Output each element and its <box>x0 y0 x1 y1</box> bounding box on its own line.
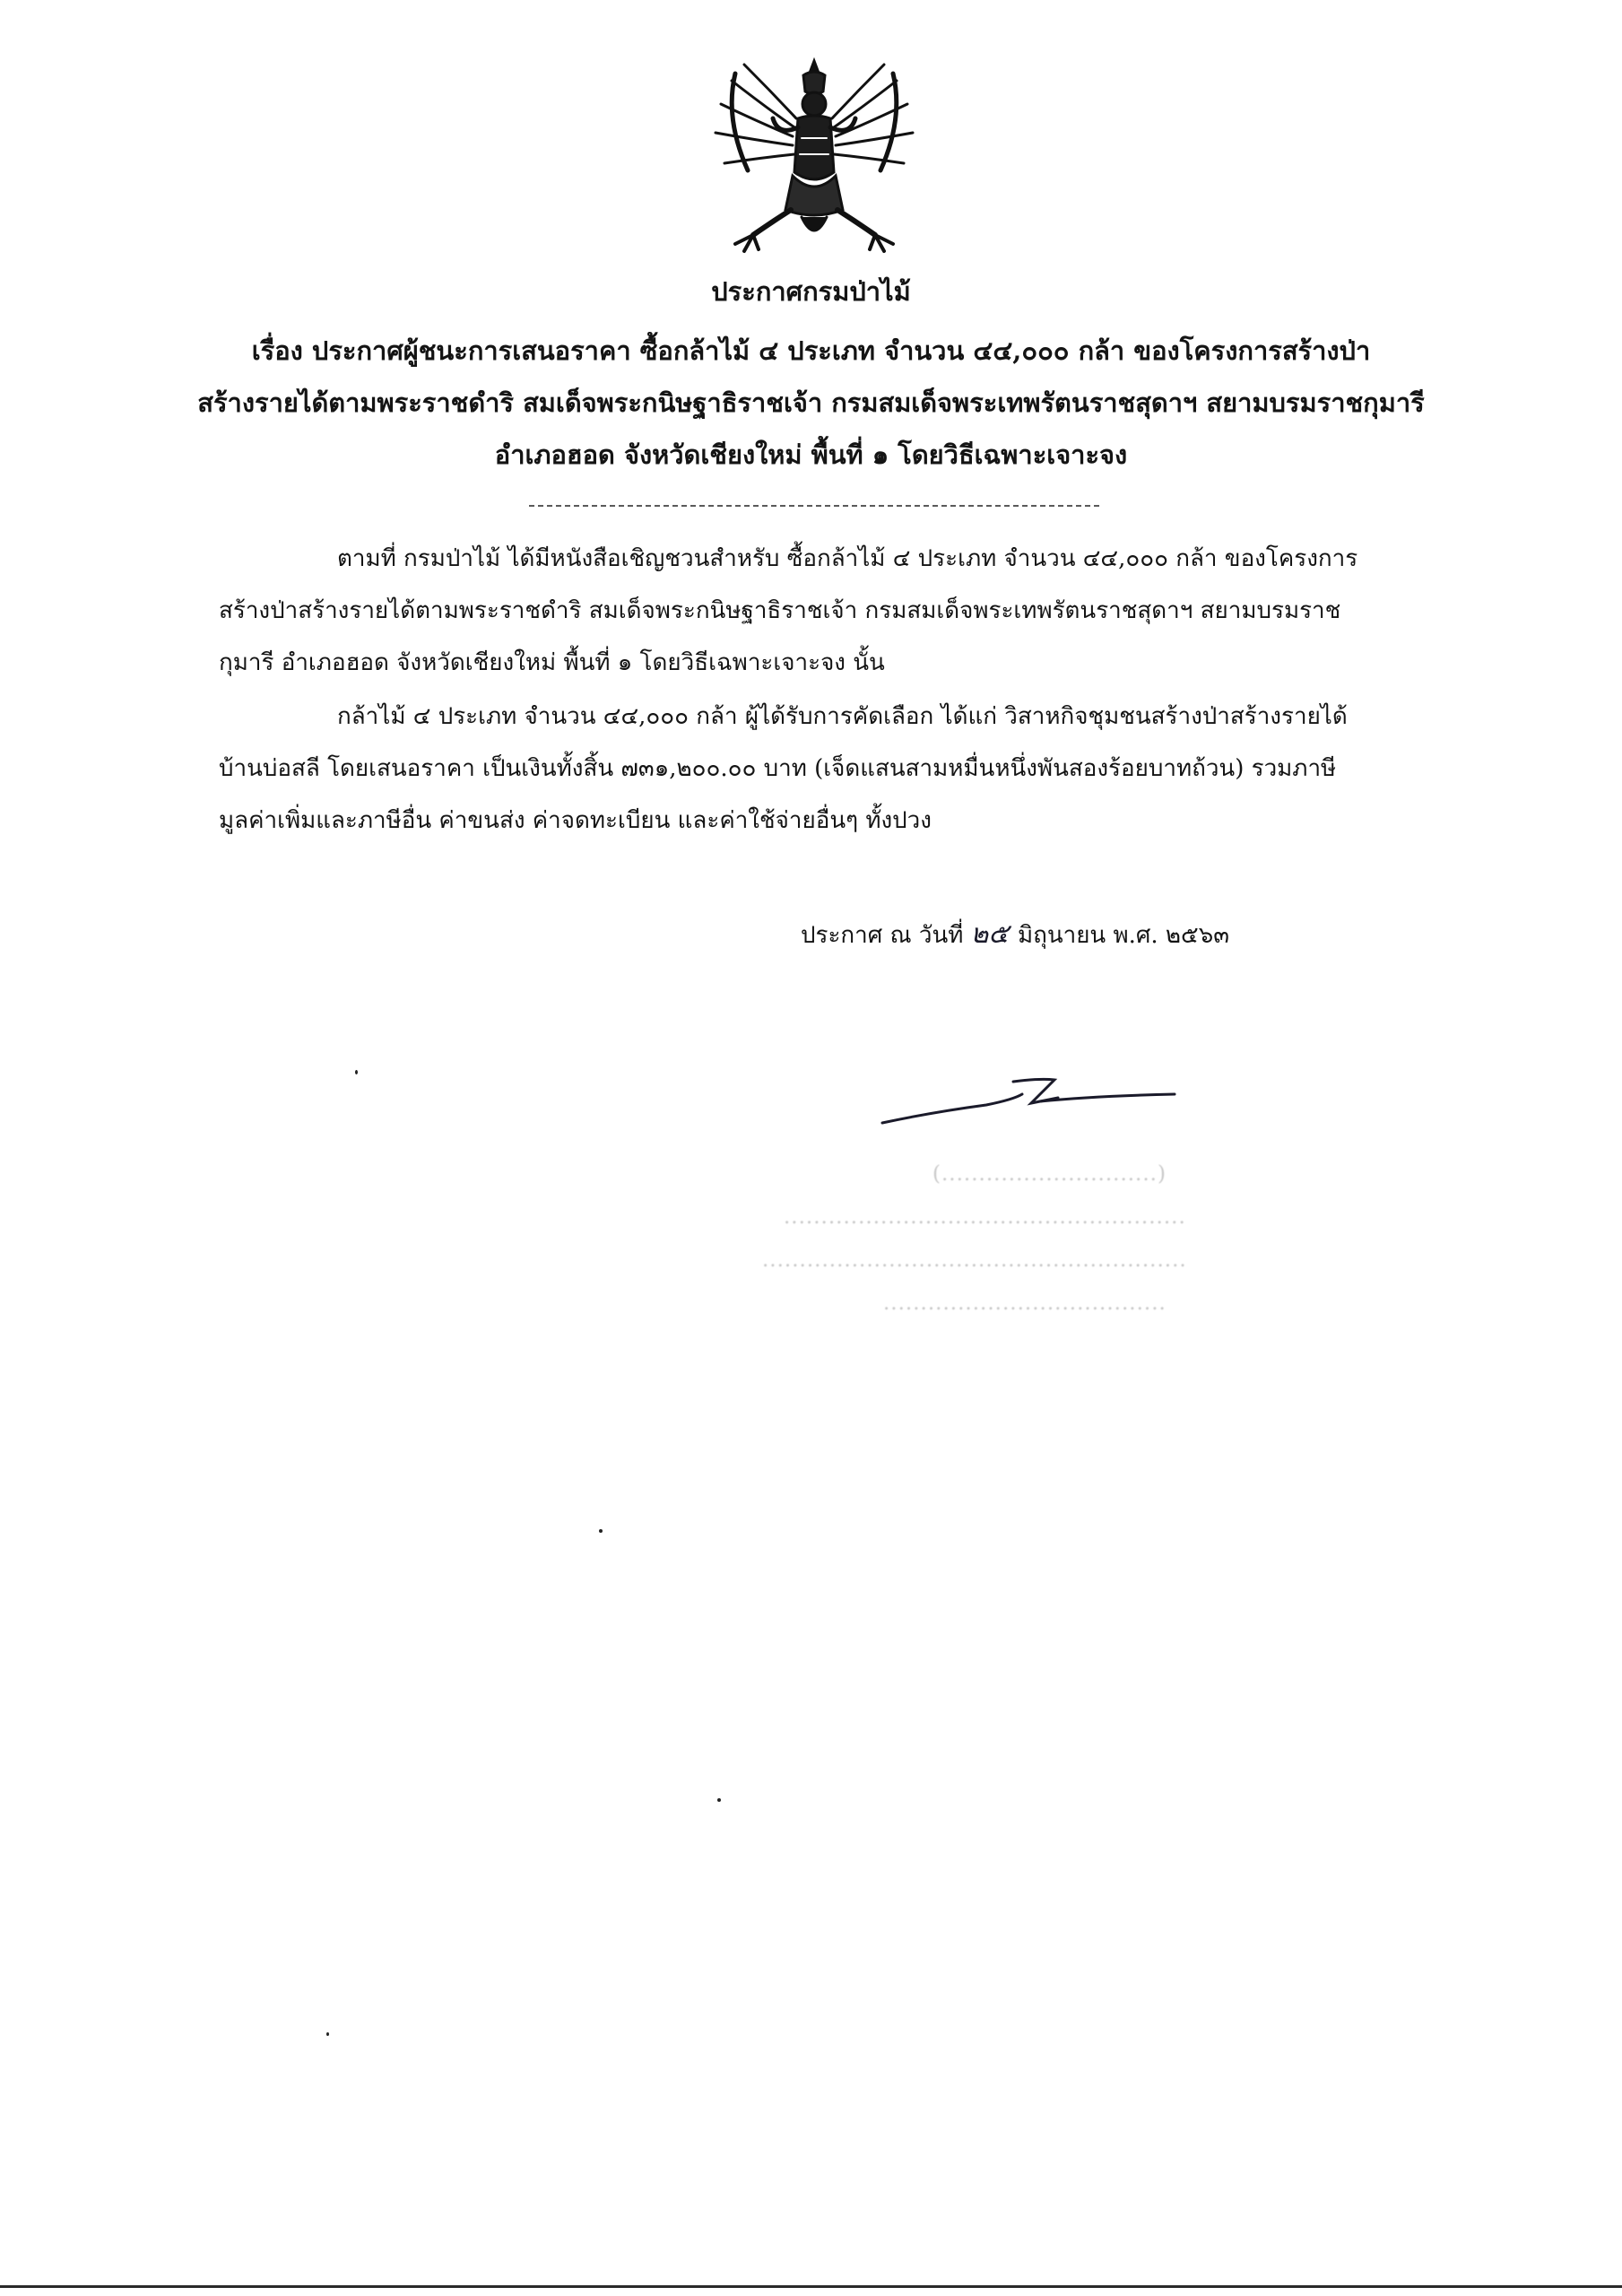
scan-speck <box>599 1529 603 1533</box>
dashed-divider <box>529 505 1099 507</box>
faded-signatory-name: (.............................) <box>932 1162 1167 1186</box>
scan-speck <box>717 1798 721 1802</box>
garuda-emblem-icon <box>708 56 920 258</box>
handwritten-signature-icon <box>879 1067 1201 1139</box>
faded-signatory-title-1: ...................................................... <box>784 1205 1186 1229</box>
body-line-6: มูลค่าเพิ่มและภาษีอื่น ค่าขนส่ง ค่าจดทะเบียน และค่าใช้จ่ายอื่นๆ ทั้งปวง <box>219 807 932 834</box>
body-line-2: สร้างป่าสร้างรายได้ตามพระราชดำริ สมเด็จพระกนิษฐาธิราชเจ้า กรมสมเด็จพระเทพรัตนราชสุดาฯ สยามบรมราช <box>219 597 1341 624</box>
subject-line-3: อำเภอฮอด จังหวัดเชียงใหม่ พื้นที่ ๑ โดยวิธีเฉพาะเจาะจง <box>494 439 1128 470</box>
faded-signatory-title-3: ...................................... <box>883 1292 1167 1315</box>
date-suffix: มิถุนายน พ.ศ. ๒๕๖๓ <box>1017 922 1229 949</box>
scan-bottom-edge <box>0 2285 1622 2288</box>
date-prefix: ประกาศ ณ วันที่ <box>801 922 964 949</box>
document-title: ประกาศกรมป่าไม้ <box>711 276 911 307</box>
announcement-date <box>801 913 1229 955</box>
faded-signatory-title-2: ......................................................... <box>762 1248 1187 1272</box>
subject-line-1: เรื่อง ประกาศผู้ชนะการเสนอราคา ซื้อกล้าไม้ ๔ ประเภท จำนวน ๔๔,๐๐๐ กล้า ของโครงการสร้างป่า <box>251 335 1371 366</box>
body-line-5: บ้านบ่อสลี โดยเสนอราคา เป็นเงินทั้งสิ้น ๗๓๑,๒๐๐.๐๐ บาท (เจ็ดแสนสามหมื่นหนึ่งพันสองร้อยบาทถ้วน) รวมภาษี <box>219 755 1337 782</box>
scan-speck <box>326 2032 329 2036</box>
date-day-handwritten: ๒๕ <box>970 918 1009 950</box>
scan-speck <box>355 1070 358 1074</box>
body-line-1: ตามที่ กรมป่าไม้ ได้มีหนังสือเชิญชวนสำหรับ ซื้อกล้าไม้ ๔ ประเภท จำนวน ๔๔,๐๐๐ กล้า ของโครงการ <box>337 545 1358 572</box>
body-line-3: กุมารี อำเภอฮอด จังหวัดเชียงใหม่ พื้นที่ ๑ โดยวิธีเฉพาะเจาะจง นั้น <box>219 649 885 676</box>
body-line-4: กล้าไม้ ๔ ประเภท จำนวน ๔๔,๐๐๐ กล้า ผู้ได้รับการคัดเลือก ได้แก่ วิสาหกิจชุมชนสร้างป่าสร้างรายได้ <box>337 703 1348 730</box>
subject-line-2: สร้างรายได้ตามพระราชดำริ สมเด็จพระกนิษฐาธิราชเจ้า กรมสมเด็จพระเทพรัตนราชสุดาฯ สยามบรมราชกุมารี <box>197 387 1425 418</box>
